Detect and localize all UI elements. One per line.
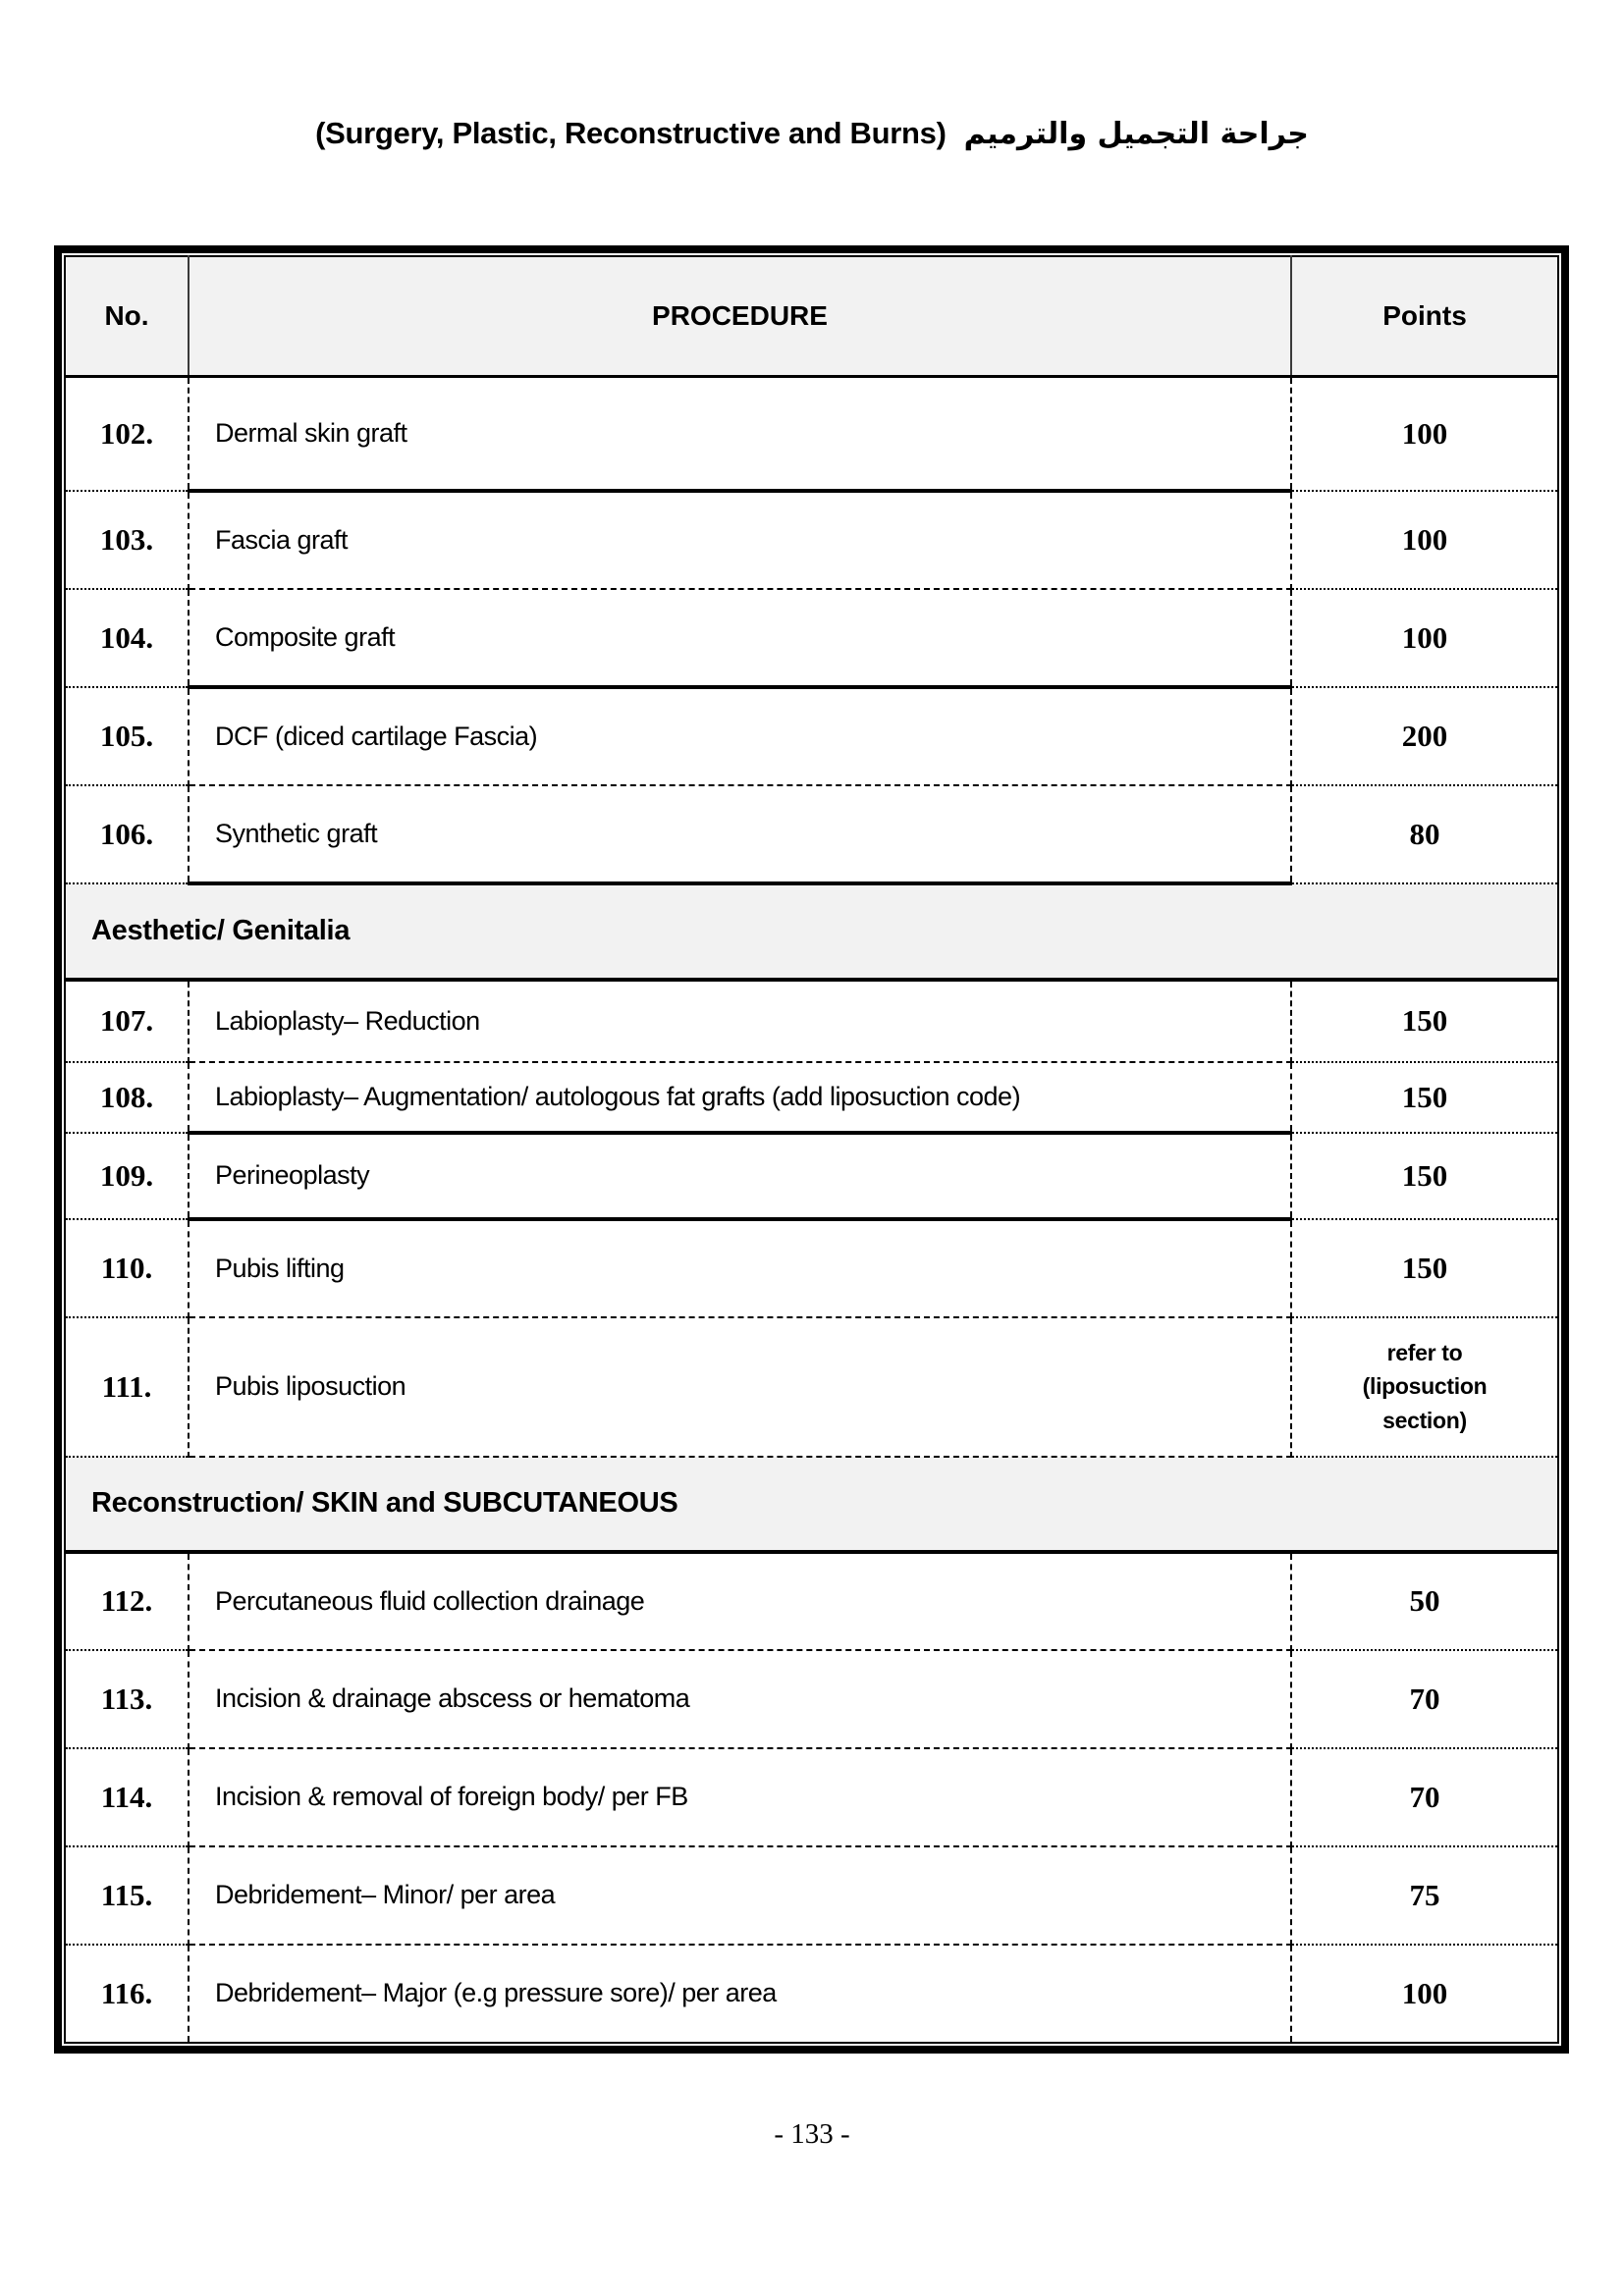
row-number: 114. — [65, 1748, 189, 1846]
points-value: 100 — [1291, 491, 1558, 589]
row-number: 108. — [65, 1062, 189, 1133]
procedure-name: Debridement– Minor/ per area — [189, 1846, 1291, 1945]
table-row — [65, 1317, 1558, 1457]
points-value: 75 — [1291, 1846, 1558, 1945]
points-refer-line: (liposuction — [1362, 1373, 1488, 1400]
procedure-name: Incision & removal of foreign body/ per FB — [189, 1748, 1291, 1846]
procedure-name: DCF (diced cartilage Fascia) — [189, 687, 1291, 785]
section-header-row — [65, 883, 1558, 980]
table-row — [65, 491, 1558, 589]
row-number: 105. — [65, 687, 189, 785]
procedure-name: Pubis lifting — [189, 1219, 1291, 1317]
points-value: 100 — [1291, 589, 1558, 687]
points-value: 150 — [1291, 980, 1558, 1062]
row-number: 110. — [65, 1219, 189, 1317]
procedure-name: Perineoplasty — [189, 1133, 1291, 1219]
section-header-label: Reconstruction/ SKIN and SUBCUTANEOUS — [65, 1457, 1558, 1552]
procedure-name: Pubis liposuction — [189, 1317, 1291, 1457]
procedure-name: Incision & drainage abscess or hematoma — [189, 1650, 1291, 1748]
row-number: 102. — [65, 377, 189, 491]
points-value: 150 — [1291, 1133, 1558, 1219]
header-cell-procedure: PROCEDURE — [189, 256, 1291, 377]
table-row — [65, 1650, 1558, 1748]
table-row — [65, 1748, 1558, 1846]
row-number: 107. — [65, 980, 189, 1062]
points-value: 100 — [1401, 1975, 1448, 2010]
procedure-name: Percutaneous fluid collection drainage — [189, 1552, 1291, 1650]
points-value: 150 — [1291, 1062, 1558, 1133]
row-number: 116. — [65, 1945, 189, 2043]
row-number: 106. — [65, 785, 189, 883]
table-row — [65, 1133, 1558, 1219]
table-row — [65, 785, 1558, 883]
table-row — [65, 687, 1558, 785]
points-value: 50 — [1291, 1552, 1558, 1650]
section-header-row — [65, 1457, 1558, 1552]
table-row — [65, 1846, 1558, 1945]
row-number: 113. — [65, 1650, 189, 1748]
points-value: 200 — [1291, 687, 1558, 785]
header-cell-points: Points — [1291, 256, 1558, 377]
points-value: 80 — [1291, 785, 1558, 883]
procedure-name: Debridement– Major (e.g pressure sore)/ per area — [189, 1945, 1291, 2043]
table-row — [65, 589, 1558, 687]
header-cell-no: No. — [65, 256, 189, 377]
document-title — [0, 116, 1624, 151]
row-number: 111. — [65, 1317, 189, 1457]
points-value: 150 — [1291, 1219, 1558, 1317]
table-header-row — [65, 256, 1558, 377]
row-number: 104. — [65, 589, 189, 687]
table-row — [65, 980, 1558, 1062]
row-number: 109. — [65, 1133, 189, 1219]
procedure-name: Fascia graft — [189, 491, 1291, 589]
procedure-name: Labioplasty– Augmentation/ autologous fat grafts (add liposuction code) — [189, 1062, 1291, 1133]
section-header-label: Aesthetic/ Genitalia — [65, 883, 1558, 980]
row-number: 112. — [65, 1552, 189, 1650]
procedure-name: Labioplasty– Reduction — [189, 980, 1291, 1062]
points-value: 70 — [1291, 1748, 1558, 1846]
row-number: 103. — [65, 491, 189, 589]
table-row — [65, 377, 1558, 491]
procedures-table — [64, 255, 1559, 2044]
points-value: 100 — [1291, 377, 1558, 491]
row-number: 115. — [65, 1846, 189, 1945]
title-english: (Surgery, Plastic, Reconstructive and Burns) — [315, 116, 947, 150]
table-row — [65, 1062, 1558, 1133]
table-row — [65, 1945, 1558, 2043]
title-arabic: جراحة التجميل والترميم — [963, 117, 1309, 151]
procedure-name: Dermal skin graft — [189, 377, 1291, 491]
table-row — [65, 1552, 1558, 1650]
page-number: - 133 - — [774, 2118, 850, 2150]
procedure-name: Composite graft — [189, 589, 1291, 687]
points-refer-line: section) — [1382, 1407, 1467, 1433]
points-value — [1291, 1317, 1558, 1457]
points-refer-line: refer to — [1386, 1339, 1463, 1365]
procedure-name: Synthetic graft — [189, 785, 1291, 883]
procedures-table-frame — [54, 245, 1569, 2054]
table-row — [65, 1219, 1558, 1317]
points-value: 70 — [1291, 1650, 1558, 1748]
